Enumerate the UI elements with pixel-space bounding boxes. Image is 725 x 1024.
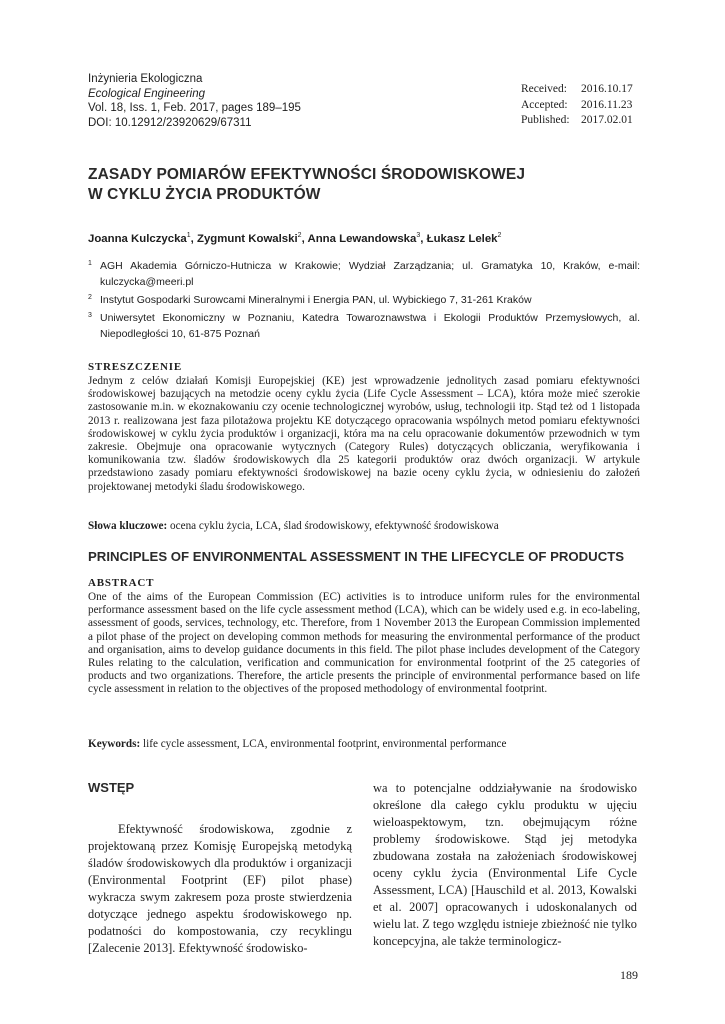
keywords-pl	[88, 519, 640, 533]
affiliation-number: 2	[88, 294, 92, 301]
published-date: 2017.02.01	[581, 114, 633, 126]
abstract-text: One of the aims of the European Commission (EC) activities is to introduce uniform rules for the environmental performance assessment based on the life cycle assessment method (LCA), which can be widely used e.g. in eco-labeling, assessment of goods, services, technology, etc. Therefore, from 1 November 2013 the European Commission implemented a pilot phase of the project on developing common methods for measuring the environmental performance of the product and organisation, aims to develop guidance documents in this field. The pilot phase includes development of the Category Rules relating to the calculation, verification and communication for environmental footprint of the 25 categories of products and two organizations. Therefore, the article presents the principle of environmental performance based on life cycle assessment in relation to the objectives of the proposed methodology of environmental footprint.	[88, 591, 640, 696]
affiliation-text: Uniwersytet Ekonomiczny w Poznaniu, Katedra Towaroznawstwa i Ekologii Produktów Przemysłowych, al. Niepodległości 10, 61-875 Poznań	[100, 312, 640, 340]
section-heading-wstep: WSTĘP	[88, 780, 135, 795]
page-number: 189	[620, 968, 638, 982]
title-line-1: ZASADY POMIARÓW EFEKTYWNOŚCI ŚRODOWISKOWEJ	[88, 166, 526, 183]
affiliation	[88, 258, 640, 290]
affiliations	[88, 258, 640, 342]
keywords-pl-text: ocena cyklu życia, LCA, ślad środowiskowy, efektywność środowiskowa	[170, 520, 499, 532]
title-line-2: W CYKLU ŻYCIA PRODUKTÓW	[88, 186, 321, 203]
body-column-right: wa to potencjalne oddziaływanie na środowisko określone dla całego cyklu produktu w ujęciu wieloaspektowym, tzn. obejmującym różne problemy środowiskowe. Stąd jej metodyka zbudowana została na założeniach środowiskowej oceny cyklu życia (Environmental Life Cycle Assessment, LCA) [Hauschild et al. 2013, Kowalski et al. 2007] opracowanych i udoskonalanych od wielu lat. Z tego względu istnieje zbieżność nie tylko koncepcyjna, ale także terminologicz-	[373, 781, 637, 948]
keywords-en	[88, 737, 640, 751]
author-name: Zygmunt Kowalski	[197, 232, 298, 245]
author-name: Łukasz Lelek	[426, 232, 498, 245]
keywords-en-label: Keywords:	[88, 738, 141, 750]
journal-name-en: Ecological Engineering	[88, 87, 205, 100]
english-title: PRINCIPLES OF ENVIRONMENTAL ASSESSMENT IN THE LIFECYCLE OF PRODUCTS	[88, 549, 625, 564]
publication-dates	[521, 82, 633, 129]
journal-doi: DOI: 10.12912/23920629/67311	[88, 116, 252, 129]
received-label: Received:	[521, 83, 567, 95]
journal-name-pl: Inżynieria Ekologiczna	[88, 73, 203, 85]
affiliation-text: AGH Akademia Górniczo-Hutnicza w Krakowie; Wydział Zarządzania; ul. Gramatyka 10, Kraków, e-mail: kulczycka@meeri.pl	[100, 260, 640, 288]
article-title	[88, 165, 525, 205]
affiliation-number: 3	[88, 312, 92, 319]
received-date: 2016.10.17	[581, 83, 633, 95]
affiliation	[88, 292, 640, 308]
accepted-label: Accepted:	[521, 98, 568, 111]
streszczenie-heading: STRESZCZENIE	[88, 361, 182, 373]
abstract-heading: ABSTRACT	[88, 577, 155, 589]
affiliation	[88, 310, 640, 342]
author-affiliation-mark: 3	[416, 232, 421, 239]
keywords-en-text: life cycle assessment, LCA, environmental footprint, environmental performance	[143, 738, 507, 750]
author-affiliation-mark: 1	[186, 232, 191, 239]
author-name: Joanna Kulczycka	[88, 232, 187, 245]
author-name: Anna Lewandowska	[307, 232, 417, 245]
affiliation-number: 1	[88, 260, 92, 267]
streszczenie-text: Jednym z celów działań Komisji Europejskiej (KE) jest wprowadzenie jednolitych zasad pomiaru efektywności środowiskowej bazujących na metodzie oceny cyklu życia (Life Cycle Assessment – LCA), która może mieć szerokie zastosowanie m.in. w ekoznakowaniu czy ocenie technologicznej wyrobów, usług, technologii itp. Stąd też od 1 listopada 2013 r. realizowana jest faza pilotażowa projektu KE dotyczącego opracowania wspólnych metod pomiaru efektywności środowiskowej w cyklu życia produktów i organizacji, która ma na celu opracowanie dokumentów przewodnich w tym zakresie. Obejmuje ona opracowanie wytycznych (Category Rules) dotyczących obliczania, weryfikowania i komunikowania tzw. śladów środowiskowych dla 25 kategorii produktów oraz dwóch organizacji. W artykule przedstawiono zasady pomiaru efektywności środowiskowej na bazie oceny cyklu życia, w odniesieniu do założeń projektowanej metodyki śladu środowiskowego.	[88, 375, 640, 493]
body-column-left: Efektywność środowiskowa, zgodnie z projektowaną przez Komisję Europejską metodyką śladów środowiskowych dla produktów i organizacji (Environmental Footprint (EF) pilot phase) wykracza swym zakresem poza proste stwierdzenia dotyczące jednego aspektu środowiskowego np. podatności do kompostowania, czy recyklingu [Zalecenie 2013]. Efektywność środowisko-	[88, 822, 352, 955]
accepted-date: 2016.11.23	[581, 98, 633, 111]
keywords-pl-label: Słowa kluczowe:	[88, 520, 168, 532]
author-affiliation-mark: 2	[297, 232, 302, 239]
journal-info	[88, 72, 301, 130]
author-list: Joanna Kulczycka$^1$, Zygmunt Kowalski$^2$, Anna Lewandowska$^3$, Łukasz Lelek$^2$	[88, 232, 502, 245]
author-affiliation-mark: 2	[497, 232, 502, 239]
journal-volume: Vol. 18, Iss. 1, Feb. 2017, pages 189–195	[88, 102, 301, 114]
published-label: Published:	[521, 114, 570, 126]
affiliation-text: Instytut Gospodarki Surowcami Mineralnymi i Energia PAN, ul. Wybickiego 7, 31-261 Kraków	[100, 294, 532, 306]
